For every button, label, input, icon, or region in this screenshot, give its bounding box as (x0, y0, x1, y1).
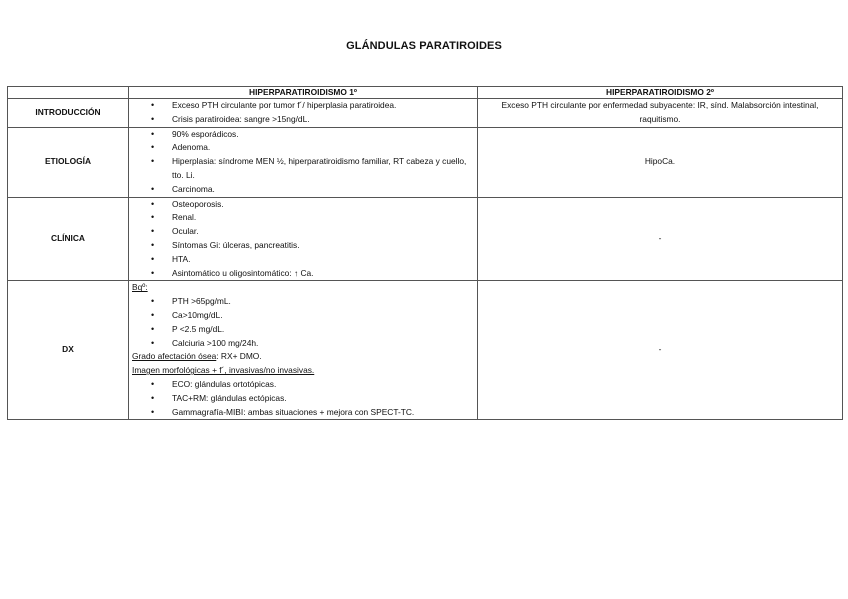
introduccion-primario (129, 99, 478, 128)
list-item: • Ocular. (172, 225, 474, 239)
dx-imagen-heading: Imagen morfológicas + f´, invasivas/no invasivas. (132, 365, 315, 376)
list-item: • Gammagrafía-MIBI: ambas situaciones + mejora con SPECT-TC. (172, 406, 474, 420)
list-item: • Hiperplasia: síndrome MEN ½, hiperparatiroidismo familiar, RT cabeza y cuello, tto. Li. (172, 155, 474, 183)
row-clinica (8, 197, 843, 281)
list-item: • Asintomático u oligosintomático: ↑ Ca. (172, 267, 474, 281)
row-label-dx: DX (8, 281, 129, 420)
list-item: • Crisis paratiroidea: sangre >15ng/dL. (172, 113, 474, 127)
row-label-clinica: CLÍNICA (8, 197, 129, 281)
list-item: • Exceso PTH circulante por tumor f´/ hiperplasia paratiroidea. (172, 99, 474, 113)
dx-imagen-list (132, 378, 474, 419)
comparison-table (7, 86, 843, 420)
list-item: • Calciuria >100 mg/24h. (172, 337, 474, 351)
table-header-row (8, 87, 843, 99)
dx-grado-line (132, 350, 474, 364)
list-item: • Síntomas Gi: úlceras, pancreatitis. (172, 239, 474, 253)
row-label-introduccion: INTRODUCCIÓN (8, 99, 129, 128)
etiologia-secundario: HipoCa. (478, 127, 843, 197)
dx-primario (129, 281, 478, 420)
clinica-secundario: - (478, 197, 843, 281)
etiologia-primario (129, 127, 478, 197)
list-item: • HTA. (172, 253, 474, 267)
dx-secundario: - (478, 281, 843, 420)
page-title: GLÁNDULAS PARATIROIDES (346, 40, 502, 52)
list-item: • Osteoporosis. (172, 198, 474, 212)
dx-bq-list (132, 295, 474, 350)
list-item: • 90% esporádicos. (172, 128, 474, 142)
introduccion-list (132, 99, 474, 127)
dx-grado-value: : RX+ DMO. (216, 351, 262, 362)
list-item: • ECO: glándulas ortotópicas. (172, 378, 474, 392)
header-empty (8, 87, 129, 99)
list-item: • Renal. (172, 211, 474, 225)
list-item: • Ca>10mg/dL. (172, 309, 474, 323)
row-dx (8, 281, 843, 420)
row-etiologia (8, 127, 843, 197)
list-item: • Adenoma. (172, 141, 474, 155)
row-introduccion (8, 99, 843, 128)
etiologia-list (132, 128, 474, 197)
list-item: • PTH >65pg/mL. (172, 295, 474, 309)
introduccion-secundario: Exceso PTH circulante por enfermedad subyacente: IR, sínd. Malabsorción intestinal, raquitismo. (478, 99, 843, 128)
dx-grado-label: Grado afectación ósea (132, 351, 217, 362)
list-item: • Carcinoma. (172, 183, 474, 197)
clinica-primario (129, 197, 478, 281)
dx-bq-heading: Bqº: (132, 282, 148, 293)
list-item: • TAC+RM: glándulas ectópicas. (172, 392, 474, 406)
header-primario: HIPERPARATIROIDISMO 1º (129, 87, 478, 99)
row-label-etiologia: ETIOLOGÍA (8, 127, 129, 197)
clinica-list (132, 198, 474, 281)
list-item: • P <2.5 mg/dL. (172, 323, 474, 337)
header-secundario: HIPERPARATIROIDISMO 2º (478, 87, 843, 99)
